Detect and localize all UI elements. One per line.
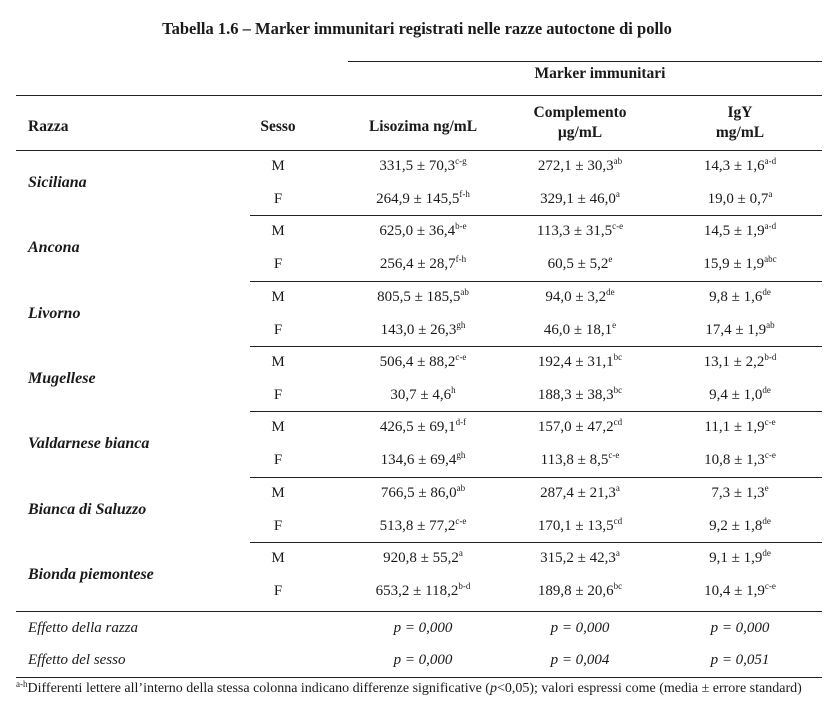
complemento-value: 287,4 ± 21,3	[540, 484, 616, 501]
complemento-cell	[500, 351, 660, 371]
igy-value: 9,2 ± 1,8	[709, 517, 763, 534]
igy-value: 9,8 ± 1,6	[709, 288, 763, 305]
group-separator	[250, 542, 822, 543]
complemento-cell	[500, 515, 660, 535]
lisozima-value: 256,4 ± 28,7	[379, 256, 456, 273]
complemento-cell	[500, 191, 660, 208]
group-separator	[250, 477, 822, 478]
igy-letters: de	[762, 384, 771, 395]
col-header-sesso: Sesso	[260, 118, 296, 135]
footnote-p: p	[489, 681, 497, 696]
sex-cell: F	[273, 386, 283, 403]
igy-letters: c-e	[764, 450, 776, 461]
col-header-igy-line1: IgY	[727, 104, 753, 121]
breed-label: Livorno	[28, 304, 81, 322]
footnote-text-2: <0,05); valori espressi come (media ± errore standard)	[496, 681, 802, 696]
complemento-cell	[500, 158, 660, 175]
complemento-letters: bc	[613, 351, 623, 362]
lisozima-letters: b-e	[455, 221, 467, 232]
lisozima-value: 331,5 ± 70,3	[379, 158, 456, 174]
complemento-letters: de	[606, 286, 615, 297]
lisozima-letters: ab	[460, 286, 469, 297]
lisozima-value: 506,4 ± 88,2	[379, 353, 456, 370]
igy-cell	[660, 286, 820, 306]
col-header-razza: Razza	[28, 118, 69, 135]
group-separator	[250, 346, 822, 347]
igy-value: 9,4 ± 1,0	[709, 386, 763, 403]
lisozima-cell	[348, 223, 498, 240]
complemento-cell	[500, 482, 660, 502]
sex-cell: M	[271, 288, 285, 305]
igy-value: 10,8 ± 1,3	[704, 452, 765, 469]
group-header-rule	[348, 61, 822, 62]
sex-cell: M	[271, 353, 285, 370]
effect-lisozima: p = 0,000	[393, 652, 453, 668]
footnote-text-1: Differenti lettere all’interno della stessa colonna indicano differenze significative (	[27, 681, 490, 696]
complemento-letters: a	[615, 482, 620, 493]
sex-cell: M	[271, 223, 285, 240]
igy-cell	[660, 223, 820, 240]
complemento-letters: a	[615, 547, 620, 558]
complemento-value: 157,0 ± 47,2	[537, 419, 614, 436]
group-separator	[250, 215, 822, 216]
breed-label: Ancona	[28, 239, 80, 257]
complemento-letters: a	[615, 189, 620, 199]
complemento-letters: c-e	[608, 450, 620, 461]
igy-letters: a-d	[764, 156, 777, 166]
complemento-cell	[500, 580, 660, 600]
lisozima-cell	[348, 452, 498, 469]
igy-letters: a	[768, 189, 773, 199]
lisozima-cell	[348, 158, 498, 175]
effect-complemento: p = 0,004	[550, 652, 610, 668]
complemento-letters: bc	[613, 580, 623, 591]
complemento-value: 315,2 ± 42,3	[540, 549, 616, 566]
lisozima-letters: d-f	[455, 417, 467, 428]
lisozima-cell	[348, 580, 498, 600]
complemento-value: 189,8 ± 20,6	[537, 582, 614, 599]
complemento-letters: ab	[613, 156, 623, 166]
lisozima-cell	[348, 286, 498, 306]
lisozima-letters: gh	[456, 319, 466, 330]
lisozima-cell	[348, 319, 498, 339]
lisozima-letters: h	[451, 384, 456, 395]
igy-letters: c-e	[764, 580, 776, 591]
breed-label: Siciliana	[28, 174, 87, 191]
igy-cell	[660, 319, 820, 339]
complemento-value: 272,1 ± 30,3	[537, 158, 614, 174]
sex-cell: M	[271, 158, 285, 174]
igy-value: 14,3 ± 1,6	[703, 158, 765, 174]
complemento-cell	[500, 547, 660, 567]
complemento-cell	[500, 419, 660, 436]
group-header: Marker immunitari	[534, 65, 666, 82]
sex-cell: M	[271, 484, 285, 501]
lisozima-value: 653,2 ± 118,2	[375, 582, 459, 599]
complemento-value: 170,1 ± 13,5	[537, 517, 614, 534]
complemento-cell	[500, 223, 660, 240]
body-bottom-rule	[16, 611, 822, 612]
complemento-letters: cd	[613, 417, 623, 428]
sex-cell: F	[273, 452, 283, 469]
table-title: Tabella 1.6 – Marker immunitari registrati nelle razze autoctone di pollo	[162, 19, 672, 38]
lisozima-value: 143,0 ± 26,3	[380, 321, 457, 338]
lisozima-cell	[348, 419, 498, 436]
col-header-igy	[660, 103, 820, 143]
sex-cell: F	[273, 321, 283, 338]
lisozima-value: 426,5 ± 69,1	[379, 419, 456, 436]
complemento-letters: bc	[613, 384, 623, 395]
igy-letters: abc	[764, 254, 777, 265]
igy-letters: e	[764, 482, 769, 493]
header-bottom-rule	[16, 150, 822, 151]
breed-label: Bionda piemontese	[28, 565, 154, 583]
complemento-letters: cd	[613, 515, 623, 526]
lisozima-letters: a	[458, 547, 463, 558]
lisozima-letters: f-h	[459, 189, 470, 199]
igy-cell	[660, 515, 820, 535]
complemento-value: 329,1 ± 46,0	[540, 191, 616, 207]
igy-value: 9,1 ± 1,9	[709, 549, 763, 566]
igy-value: 19,0 ± 0,7	[707, 191, 769, 207]
igy-cell	[660, 384, 820, 404]
igy-value: 14,5 ± 1,9	[703, 223, 765, 240]
igy-cell	[660, 482, 820, 502]
complemento-value: 46,0 ± 18,1	[543, 321, 613, 338]
lisozima-cell	[348, 351, 498, 371]
lisozima-cell	[348, 191, 498, 208]
igy-letters: a-d	[764, 221, 777, 232]
igy-value: 11,1 ± 1,9	[704, 419, 765, 436]
complemento-value: 113,8 ± 8,5	[540, 452, 609, 469]
complemento-cell	[500, 384, 660, 404]
sex-cell: F	[273, 517, 283, 534]
igy-letters: b-d	[764, 351, 777, 362]
lisozima-letters: c-e	[455, 351, 467, 362]
col-header-complemento-line2: µg/mL	[557, 124, 603, 141]
lisozima-cell	[348, 482, 498, 502]
sex-cell: M	[271, 549, 285, 566]
lisozima-value: 134,6 ± 69,4	[380, 452, 457, 469]
table-bottom-rule	[16, 677, 822, 678]
complemento-cell	[500, 286, 660, 306]
igy-cell	[660, 256, 820, 273]
lisozima-letters: f-h	[455, 254, 467, 265]
sex-cell: F	[273, 256, 283, 273]
col-header-lisozima: Lisozima ng/mL	[368, 118, 478, 135]
breed-label: Mugellese	[28, 369, 96, 387]
lisozima-letters: b-d	[458, 580, 471, 591]
sex-cell: M	[271, 419, 285, 436]
lisozima-value: 264,9 ± 145,5	[376, 191, 460, 207]
sex-cell: F	[273, 191, 283, 207]
group-separator	[250, 411, 822, 412]
igy-letters: ab	[766, 319, 775, 330]
igy-value: 13,1 ± 2,2	[703, 353, 765, 370]
effect-igy: p = 0,051	[710, 652, 770, 668]
complemento-value: 94,0 ± 3,2	[545, 288, 607, 305]
complemento-cell	[500, 319, 660, 339]
complemento-value: 192,4 ± 31,1	[537, 353, 614, 370]
lisozima-letters: c-e	[455, 515, 467, 526]
effect-complemento: p = 0,000	[550, 620, 610, 636]
igy-letters: de	[762, 547, 771, 558]
lisozima-value: 766,5 ± 86,0	[380, 484, 457, 501]
complemento-letters: e	[608, 254, 613, 265]
col-header-complemento-line1: Complemento	[533, 104, 627, 121]
igy-value: 10,4 ± 1,9	[704, 582, 765, 599]
igy-value: 17,4 ± 1,9	[705, 321, 767, 338]
footnote-sup: a-h	[16, 679, 28, 689]
effect-lisozima: p = 0,000	[393, 620, 453, 636]
col-header-complemento	[500, 103, 660, 143]
igy-letters: de	[762, 515, 771, 526]
lisozima-cell	[348, 256, 498, 273]
lisozima-value: 625,0 ± 36,4	[379, 223, 456, 240]
breed-label: Valdarnese bianca	[28, 435, 150, 453]
igy-cell	[660, 419, 820, 436]
lisozima-value: 920,8 ± 55,2	[383, 549, 459, 566]
footnote	[16, 680, 822, 698]
lisozima-cell	[348, 384, 498, 404]
breed-label: Bianca di Saluzzo	[28, 500, 147, 518]
effect-label: Effetto della razza	[28, 620, 138, 636]
effect-igy: p = 0,000	[710, 620, 770, 636]
igy-cell	[660, 158, 820, 175]
igy-cell	[660, 547, 820, 567]
igy-cell	[660, 452, 820, 469]
col-header-igy-line2: mg/mL	[715, 124, 765, 141]
lisozima-letters: c-g	[455, 156, 467, 166]
lisozima-value: 30,7 ± 4,6	[390, 386, 452, 403]
lisozima-cell	[348, 515, 498, 535]
sex-cell: F	[273, 582, 283, 599]
complemento-value: 113,3 ± 31,5	[536, 223, 613, 240]
lisozima-cell	[348, 547, 498, 567]
complemento-value: 60,5 ± 5,2	[547, 256, 609, 273]
igy-value: 7,3 ± 1,3	[711, 484, 765, 501]
complemento-value: 188,3 ± 38,3	[537, 386, 614, 403]
complemento-letters: e	[612, 319, 617, 330]
lisozima-value: 805,5 ± 185,5	[377, 288, 461, 305]
lisozima-letters: ab	[456, 482, 466, 493]
igy-cell	[660, 191, 820, 208]
igy-letters: de	[762, 286, 771, 297]
igy-cell	[660, 351, 820, 371]
complemento-cell	[500, 452, 660, 469]
igy-letters: c-e	[764, 417, 776, 428]
complemento-cell	[500, 256, 660, 273]
lisozima-value: 513,8 ± 77,2	[379, 517, 456, 534]
group-separator	[250, 281, 822, 282]
lisozima-letters: gh	[456, 450, 466, 461]
header-top-rule	[16, 95, 822, 96]
effect-label: Effetto del sesso	[28, 652, 126, 668]
complemento-letters: c-e	[612, 221, 624, 232]
igy-value: 15,9 ± 1,9	[703, 256, 765, 273]
igy-cell	[660, 580, 820, 600]
